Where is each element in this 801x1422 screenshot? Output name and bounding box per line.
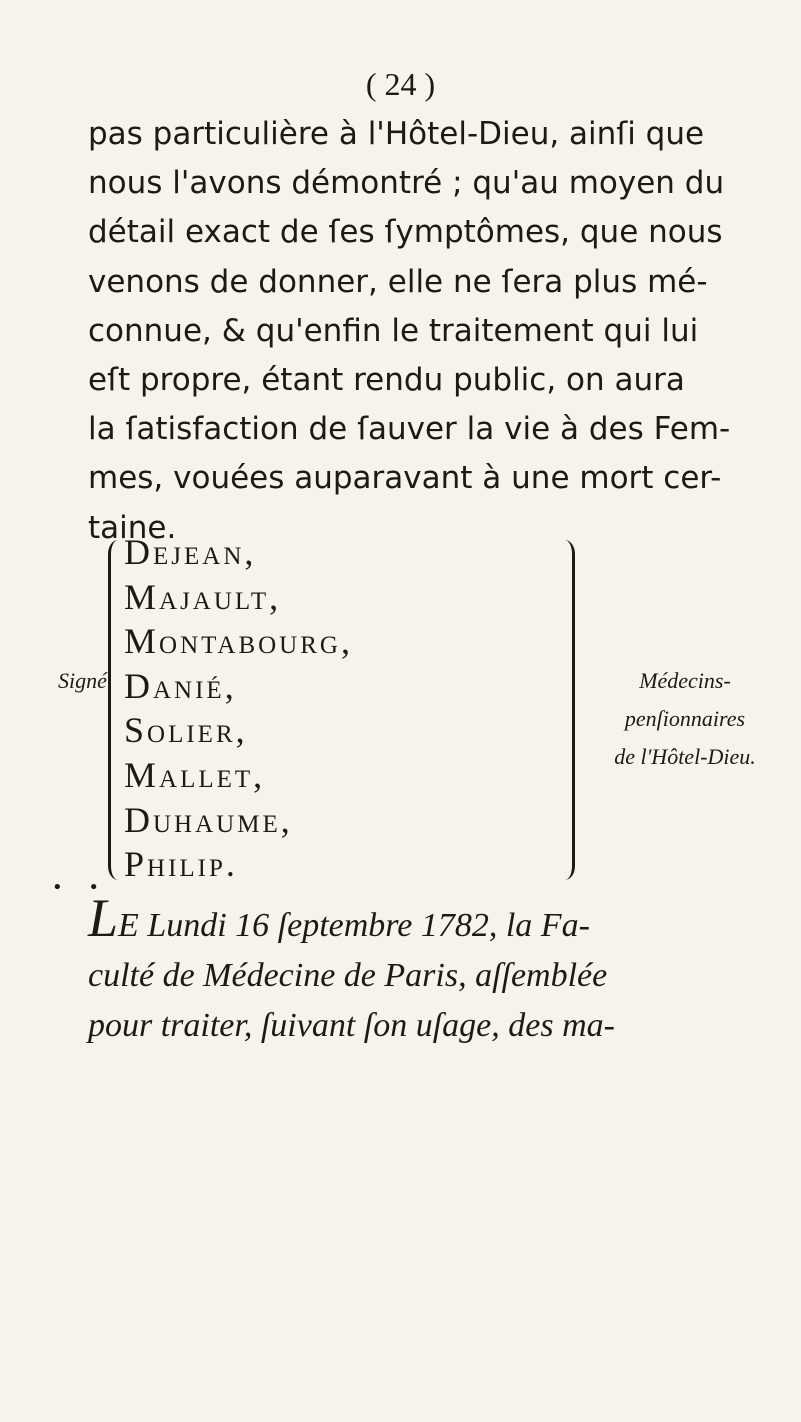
signatory-name: Montabourg,	[124, 621, 353, 662]
text-line: la ſatisfaction de ſauver la vie à des Fem-	[88, 411, 731, 448]
text-line: culté de Médecine de Paris, aſſemblée	[88, 957, 608, 994]
text-line-rest: E Lundi 16 ſeptembre 1782, la Fa-	[118, 907, 590, 944]
paragraph-1	[88, 110, 788, 553]
text-line: pas particulière à l'Hôtel-Dieu, ainſi que	[88, 116, 705, 152]
text-line: connue, & qu'enfin le traitement qui lui	[88, 312, 699, 349]
signe-label: Signé	[58, 668, 107, 693]
signatory-name: Duhaume,	[124, 799, 293, 840]
text-line: nous l'avons démontré ; qu'au moyen du	[88, 165, 725, 202]
page-number: ( 24 )	[365, 66, 436, 102]
signatory-name: Solier,	[124, 710, 248, 751]
bullet-ornament: • •	[52, 877, 109, 898]
text-line: pour traiter, ſuivant ſon uſage, des ma-	[88, 1007, 615, 1044]
text-line: mes, vouées auparavant à une mort cer-	[88, 460, 722, 497]
signatory-name: Majault,	[124, 576, 282, 617]
role-line: de l'Hôtel-Dieu.	[614, 744, 756, 769]
text-line: détail exact de ſes ſymptômes, que nous	[88, 214, 723, 251]
signatory-name: Danié,	[124, 665, 237, 706]
signatory-name: Mallet,	[124, 754, 266, 795]
role-line: Médecins-penſionnaires	[624, 668, 746, 731]
drop-cap: L	[88, 888, 119, 948]
paragraph-2	[88, 888, 788, 1051]
signature-block	[0, 530, 801, 900]
signatory-name: Dejean,	[124, 532, 257, 572]
text-line: taine.	[88, 509, 177, 546]
signatory-name: Philip.	[124, 844, 238, 885]
signatory-role	[580, 662, 790, 776]
text-line: eſt propre, étant rendu public, on aura	[88, 362, 685, 399]
signatory-list	[124, 530, 353, 887]
text-line: venons de donner, elle ne ſera plus mé-	[88, 263, 708, 300]
right-brace	[556, 540, 575, 880]
text-line	[88, 888, 788, 951]
